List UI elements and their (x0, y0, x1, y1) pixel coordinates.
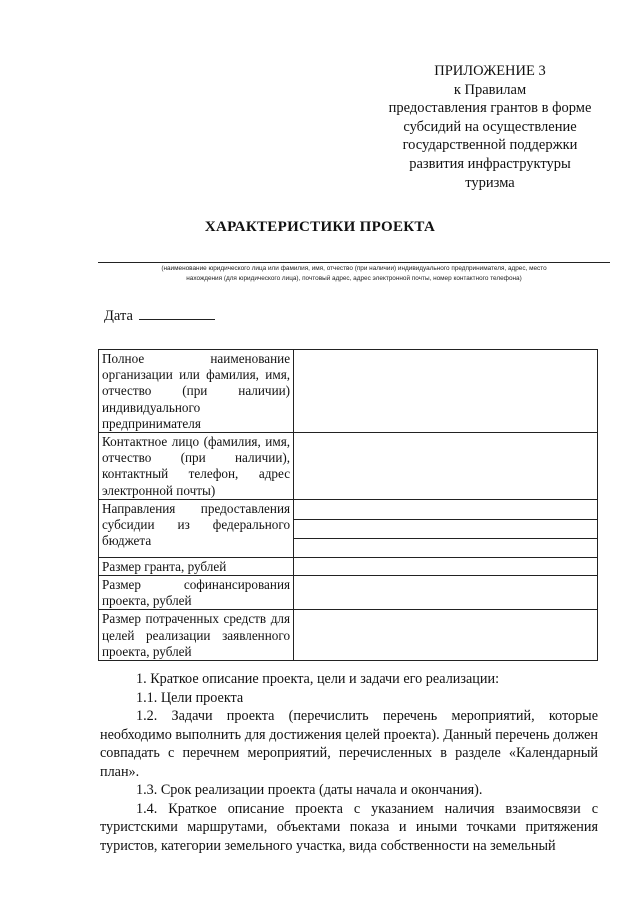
document-title: ХАРАКТЕРИСТИКИ ПРОЕКТА (204, 219, 436, 235)
table-row (99, 610, 598, 661)
paragraph: 1.2. Задачи проекта (перечислить перечень мероприятий, которые необходимо выполнить для достижения целей проекта). Данный перечень должен совпадать с перечнем мероприятий, перечисленных в разделе «Календарный план». (100, 708, 598, 780)
appendix-line: субсидий на осуществление (403, 118, 577, 135)
applicant-name-line[interactable] (98, 262, 610, 263)
subsidy-subcell[interactable] (294, 520, 597, 539)
project-table (98, 349, 598, 661)
row-label: Полное наименование организации или фамилия, имя, отчество (при наличии) индивидуального предпринимателя (99, 350, 294, 433)
applicant-caption (98, 264, 610, 283)
row-value-cell[interactable] (294, 557, 598, 575)
paragraph: 1.1. Цели проекта (136, 689, 244, 706)
appendix-line: к Правилам (453, 81, 527, 98)
description-section (100, 670, 598, 855)
table-row (99, 576, 598, 610)
date-input-line[interactable] (139, 307, 215, 320)
caption-line: (наименование юридического лица или фамилия, имя, отчество (при наличии) индивидуального предпринимателя, адрес, место (161, 265, 547, 272)
table-row (99, 557, 598, 575)
row-value-cell[interactable] (294, 610, 598, 661)
appendix-line: развития инфраструктуры (409, 155, 571, 172)
row-label: Контактное лицо (фамилия, имя, отчество (при наличии), контактный телефон, адрес электронной почты) (99, 433, 294, 500)
appendix-line: предоставления грантов в форме (388, 100, 592, 117)
appendix-line: государственной поддержки (402, 137, 578, 154)
appendix-header (370, 62, 610, 192)
row-label: Направления предоставления субсидии из федерального бюджета (99, 499, 294, 557)
row-label: Размер потраченных средств для целей реализации заявленного проекта, рублей (99, 610, 294, 661)
row-value-cell[interactable] (294, 433, 598, 500)
table-row (99, 433, 598, 500)
row-value-cell[interactable] (294, 576, 598, 610)
subsidy-subcell[interactable] (294, 539, 597, 557)
row-label: Размер гранта, рублей (99, 557, 294, 575)
table-row (99, 350, 598, 433)
table-row (99, 499, 598, 557)
subsidy-subcell[interactable] (294, 500, 597, 520)
paragraph: 1.3. Срок реализации проекта (даты начала и окончания). (136, 782, 483, 798)
date-label: Дата (104, 308, 133, 324)
row-value-cell[interactable] (294, 499, 598, 557)
row-value-cell[interactable] (294, 350, 598, 433)
row-label: Размер софинансирования проекта, рублей (99, 576, 294, 610)
caption-line: нахождения (для юридического лица), почтовый адрес, адрес электронной почты, номер контактного телефона) (186, 274, 522, 282)
appendix-line: туризма (465, 174, 515, 191)
paragraph: 1. Краткое описание проекта, цели и задачи его реализации: (136, 671, 500, 687)
date-field (104, 307, 215, 325)
appendix-line: ПРИЛОЖЕНИЕ 3 (434, 63, 546, 79)
paragraph: 1.4. Краткое описание проекта с указанием наличия взаимосвязи с туристскими маршрутами, объектами показа и иными точками притяжения туристов, категории земельного участка, вида собственности на земельный (100, 800, 598, 854)
